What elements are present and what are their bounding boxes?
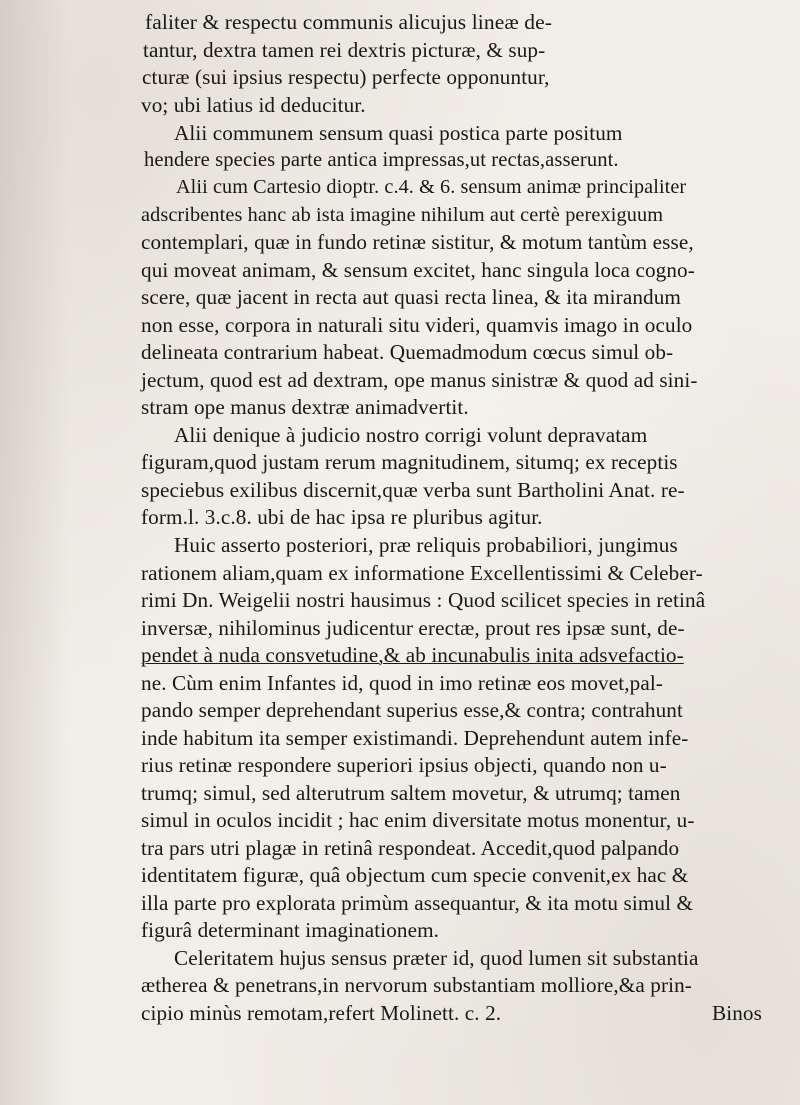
text-line-4: vo; ubi latius id deducitur. bbox=[141, 93, 366, 117]
text-line-36: ætherea & penetrans,in nervorum substantiam molliore,&a prin- bbox=[141, 973, 692, 997]
text-line-37: cipio minùs remotam,refert Molinett. c. 2. bbox=[141, 1001, 502, 1025]
text-line-25: ne. Cùm enim Infantes id, quod in imo retinæ eos movet,pal- bbox=[141, 671, 663, 695]
text-line-35: Celeritatem hujus sensus præter id, quod lumen sit substantia bbox=[174, 946, 699, 970]
text-line-31: tra pars utri plagæ in retinâ respondeat. Accedit,quod palpando bbox=[141, 836, 680, 860]
text-line-23: inversæ, nihilominus judicentur erectæ, prout res ipsæ sunt, de- bbox=[141, 616, 685, 640]
text-line-18: speciebus exilibus discernit,quæ verba sunt Bartholini Anat. re- bbox=[141, 478, 685, 502]
text-line-2: tantur, dextra tamen rei dextris picturæ, & sup- bbox=[143, 38, 546, 62]
text-line-11: scere, quæ jacent in recta aut quasi recta linea, & ita mirandum bbox=[141, 285, 681, 309]
text-line-21: rationem aliam,quam ex informatione Excellentissimi & Celeber- bbox=[141, 561, 703, 585]
text-line-32: identitatem figuræ, quâ objectum cum specie convenit,ex hac & bbox=[141, 863, 689, 887]
text-line-28: rius retinæ respondere superiori ipsius objecti, quando non u- bbox=[141, 753, 667, 777]
text-line-1: faliter & respectu communis alicujus lineæ de- bbox=[145, 10, 553, 34]
text-line-17: figuram,quod justam rerum magnitudinem, situmq; ex receptis bbox=[141, 450, 678, 474]
text-line-13: delineata contrarium habeat. Quemadmodum cœcus simul ob- bbox=[141, 340, 674, 364]
text-line-34: figurâ determinant imaginationem. bbox=[141, 918, 440, 942]
text-line-22: rimi Dn. Weigelii nostri hausimus : Quod scilicet species in retinâ bbox=[141, 588, 706, 612]
text-line-20: Huic asserto posteriori, præ reliquis probabiliori, jungimus bbox=[174, 533, 678, 557]
text-line-8: adscribentes hanc ab ista imagine nihilum aut certè perexiguum bbox=[141, 204, 664, 226]
text-line-10: qui moveat animam, & sensum excitet, hanc singula loca cogno- bbox=[141, 258, 695, 282]
catchword: Binos bbox=[712, 1001, 762, 1025]
text-line-16: Alii denique à judicio nostro corrigi volunt depravatam bbox=[174, 423, 648, 447]
text-line-30: simul in oculos incidit ; hac enim diversitate motus monentur, u- bbox=[141, 808, 695, 832]
text-line-6: hendere species parte antica impressas,ut rectas,asserunt. bbox=[144, 149, 619, 171]
text-line-19: form.l. 3.c.8. ubi de hac ipsa re pluribus agitur. bbox=[141, 505, 543, 529]
text-line-33: illa parte pro explorata primùm assequantur, & ita motu simul & bbox=[141, 891, 694, 915]
text-line-9: contemplari, quæ in fundo retinæ sistitur, & motum tantùm esse, bbox=[141, 230, 694, 254]
text-line-7: Alii cum Cartesio dioptr. c.4. & 6. sensum animæ principaliter bbox=[176, 176, 687, 198]
text-line-12: non esse, corpora in naturali situ videri, quamvis imago in oculo bbox=[141, 313, 693, 337]
text-line-29: trumq; simul, sed alterutrum saltem movetur, & utrumq; tamen bbox=[141, 781, 681, 805]
text-line-14: jectum, quod est ad dextram, ope manus sinistræ & quod ad sini- bbox=[141, 368, 698, 392]
text-line-26: pando semper deprehendant superius esse,& contra; contrahunt bbox=[141, 698, 683, 722]
text-line-27: inde habitum ita semper existimandi. Deprehendunt autem infe- bbox=[141, 726, 689, 750]
text-line-24: pendet à nuda consvetudine,& ab incunabulis inita adsvefactio- bbox=[141, 643, 684, 667]
text-line-5: Alii communem sensum quasi postica parte positum bbox=[174, 121, 623, 145]
text-line-15: stram ope manus dextræ animadvertit. bbox=[141, 395, 469, 419]
text-line-3: cturæ (sui ipsius respectu) perfecte opponuntur, bbox=[142, 65, 550, 89]
